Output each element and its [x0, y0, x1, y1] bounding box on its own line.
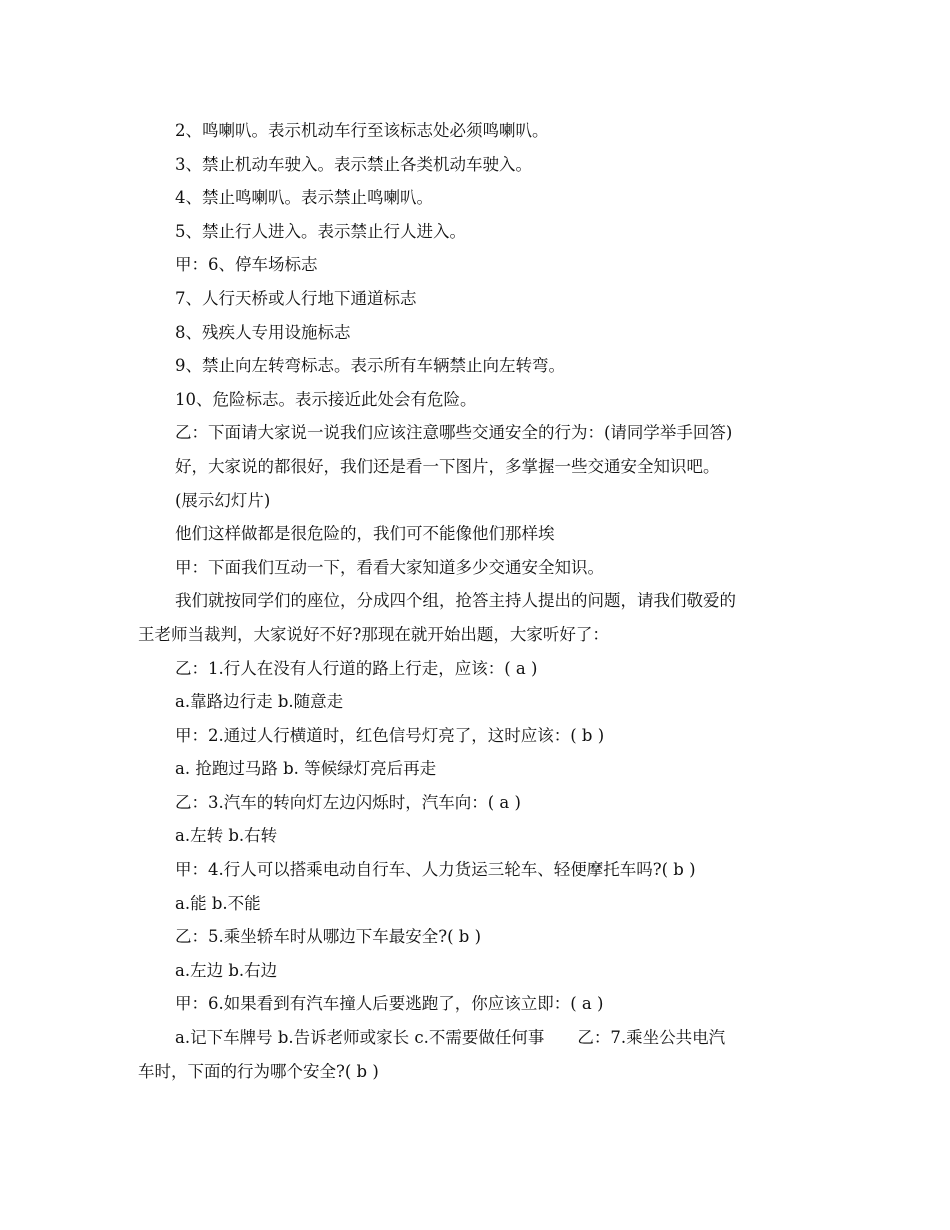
paragraph-line: 4、禁止鸣喇叭。表示禁止鸣喇叭。	[175, 188, 433, 208]
quiz-question: 乙：5.乘坐轿车时从哪边下车最安全?( b )	[175, 927, 482, 947]
quiz-question: 甲：2.通过人行横道时，红色信号灯亮了，这时应该：( b )	[175, 725, 605, 745]
quiz-options: a.靠路边行走 b.随意走	[175, 692, 344, 712]
quiz-question: 甲：4.行人可以搭乘电动自行车、人力货运三轮车、轻便摩托车吗?( b )	[175, 860, 696, 880]
paragraph-line: 甲：下面我们互动一下，看看大家知道多少交通安全知识。	[175, 557, 604, 577]
paragraph-line: 王老师当裁判，大家说好不好?那现在就开始出题，大家听好了：	[138, 624, 609, 644]
quiz-options: a.能 b.不能	[175, 893, 261, 913]
paragraph-line: 好，大家说的都很好，我们还是看一下图片，多掌握一些交通安全知识吧。	[175, 456, 720, 476]
paragraph-line: 10、危险标志。表示接近此处会有危险。	[175, 389, 477, 409]
paragraph-line: 8、残疾人专用设施标志	[175, 322, 351, 342]
paragraph-line: 2、鸣喇叭。表示机动车行至该标志处必须鸣喇叭。	[175, 121, 549, 140]
paragraph-line: 乙：下面请大家说一说我们应该注意哪些交通安全的行为：(请同学举手回答)	[175, 423, 733, 443]
paragraph-line: 9、禁止向左转弯标志。表示所有车辆禁止向左转弯。	[175, 356, 565, 376]
paragraph-line: 甲：6、停车场标志	[175, 255, 318, 275]
quiz-question: 乙：3.汽车的转向灯左边闪烁时，汽车向：( a )	[175, 792, 521, 812]
paragraph-line: 3、禁止机动车驶入。表示禁止各类机动车驶入。	[175, 154, 532, 174]
paragraph-line: 7、人行天桥或人行地下通道标志	[175, 288, 417, 308]
paragraph-line: (展示幻灯片)	[175, 490, 271, 510]
quiz-options: a.记下车牌号 b.告诉老师或家长 c.不需要做任何事 乙：7.乘坐公共电汽	[175, 1028, 726, 1048]
quiz-question: 车时，下面的行为哪个安全?( b )	[138, 1061, 379, 1081]
quiz-options: a.左边 b.右边	[175, 960, 278, 980]
paragraph-line: 我们就按同学们的座位，分成四个组，抢答主持人提出的问题，请我们敬爱的	[175, 591, 736, 611]
quiz-question: 乙：1.行人在没有人行道的路上行走，应该：( a )	[175, 658, 538, 678]
quiz-options: a. 抢跑过马路 b. 等候绿灯亮后再走	[175, 759, 437, 779]
quiz-question: 甲：6.如果看到有汽车撞人后要逃跑了，你应该立即：( a )	[175, 994, 604, 1014]
document-body	[138, 114, 818, 1088]
paragraph-line: 5、禁止行人进入。表示禁止行人进入。	[175, 221, 466, 241]
paragraph-line: 他们这样做都是很危险的，我们可不能像他们那样埃	[175, 524, 555, 544]
quiz-options: a.左转 b.右转	[175, 826, 278, 846]
